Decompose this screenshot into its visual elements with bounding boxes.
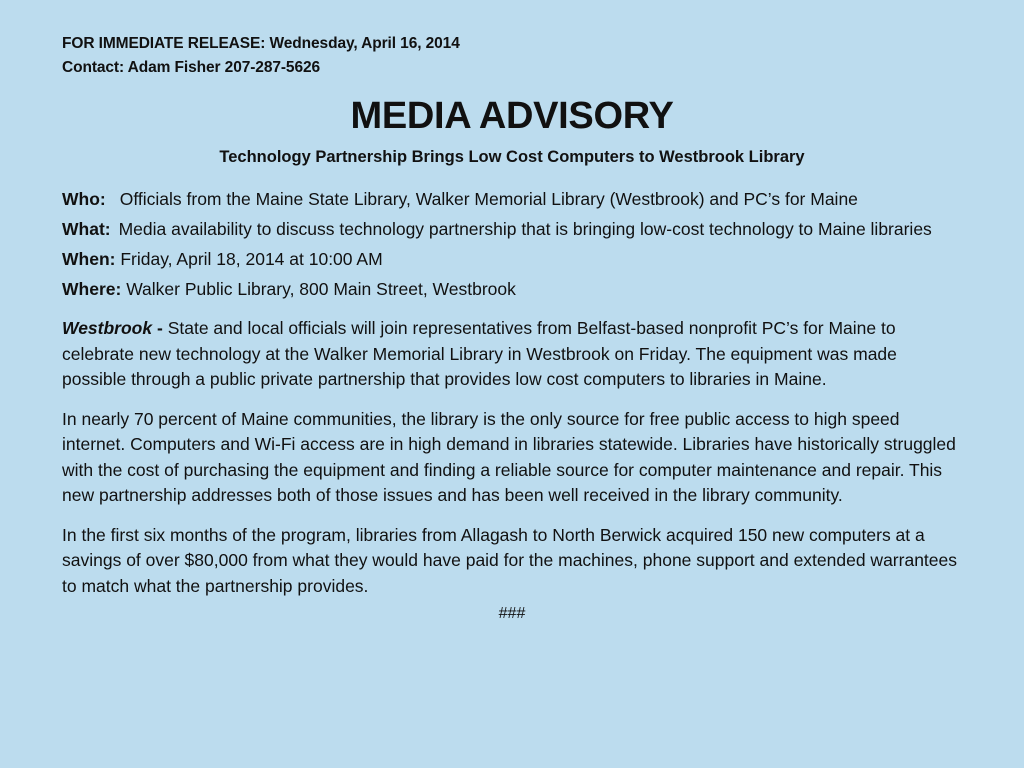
fact-when <box>62 246 962 272</box>
fact-who <box>62 186 962 212</box>
advisory-facts <box>62 186 962 302</box>
release-line: FOR IMMEDIATE RELEASE: Wednesday, April 16, 2014 <box>62 35 460 52</box>
paragraph-1-text: State and local officials will join representatives from Belfast-based nonprofit PC’s for Maine to celebrate new technology at the Walker Memorial Library in Westbrook on Friday. The equipment was made possible through a public private partnership that provides low cost computers to libraries in Maine. <box>62 318 897 389</box>
body-paragraph-1 <box>62 316 962 393</box>
fact-where-text: Walker Public Library, 800 Main Street, Westbrook <box>126 279 516 299</box>
fact-where <box>62 276 962 302</box>
end-mark: ### <box>498 605 526 622</box>
fact-what-label: What: <box>62 219 111 239</box>
contact-line: Contact: Adam Fisher 207-287-5626 <box>62 59 321 76</box>
fact-who-text: Officials from the Maine State Library, Walker Memorial Library (Westbrook) and PC’s for Maine <box>119 189 858 209</box>
dateline-dash: - <box>156 318 163 338</box>
page-title: MEDIA ADVISORY <box>350 95 674 137</box>
fact-what <box>62 216 962 242</box>
fact-where-label: Where: <box>62 279 122 299</box>
fact-when-text: Friday, April 18, 2014 at 10:00 AM <box>120 249 383 269</box>
body-paragraph-3: In the first six months of the program, libraries from Allagash to North Berwick acquired 150 new computers at a savings of over $80,000 from what they would have paid for the machines, phone support and extended warrantees to match what the partnership provides. <box>62 524 958 596</box>
page-subtitle: Technology Partnership Brings Low Cost Computers to Westbrook Library <box>219 148 805 166</box>
fact-when-label: When: <box>62 249 116 269</box>
dateline: Westbrook <box>62 318 153 338</box>
body-paragraph-2: In nearly 70 percent of Maine communities, the library is the only source for free public access to high speed internet. Computers and Wi-Fi access are in high demand in libraries statewide. Libraries have historically struggled with the cost of purchasing the equipment and finding a reliable source for computer maintenance and repair. This new partnership addresses both of those issues and has been well received in the library community. <box>62 408 956 505</box>
fact-what-text: Media availability to discuss technology partnership that is bringing low-cost technology to Maine libraries <box>118 219 932 239</box>
fact-who-label: Who: <box>62 189 106 209</box>
